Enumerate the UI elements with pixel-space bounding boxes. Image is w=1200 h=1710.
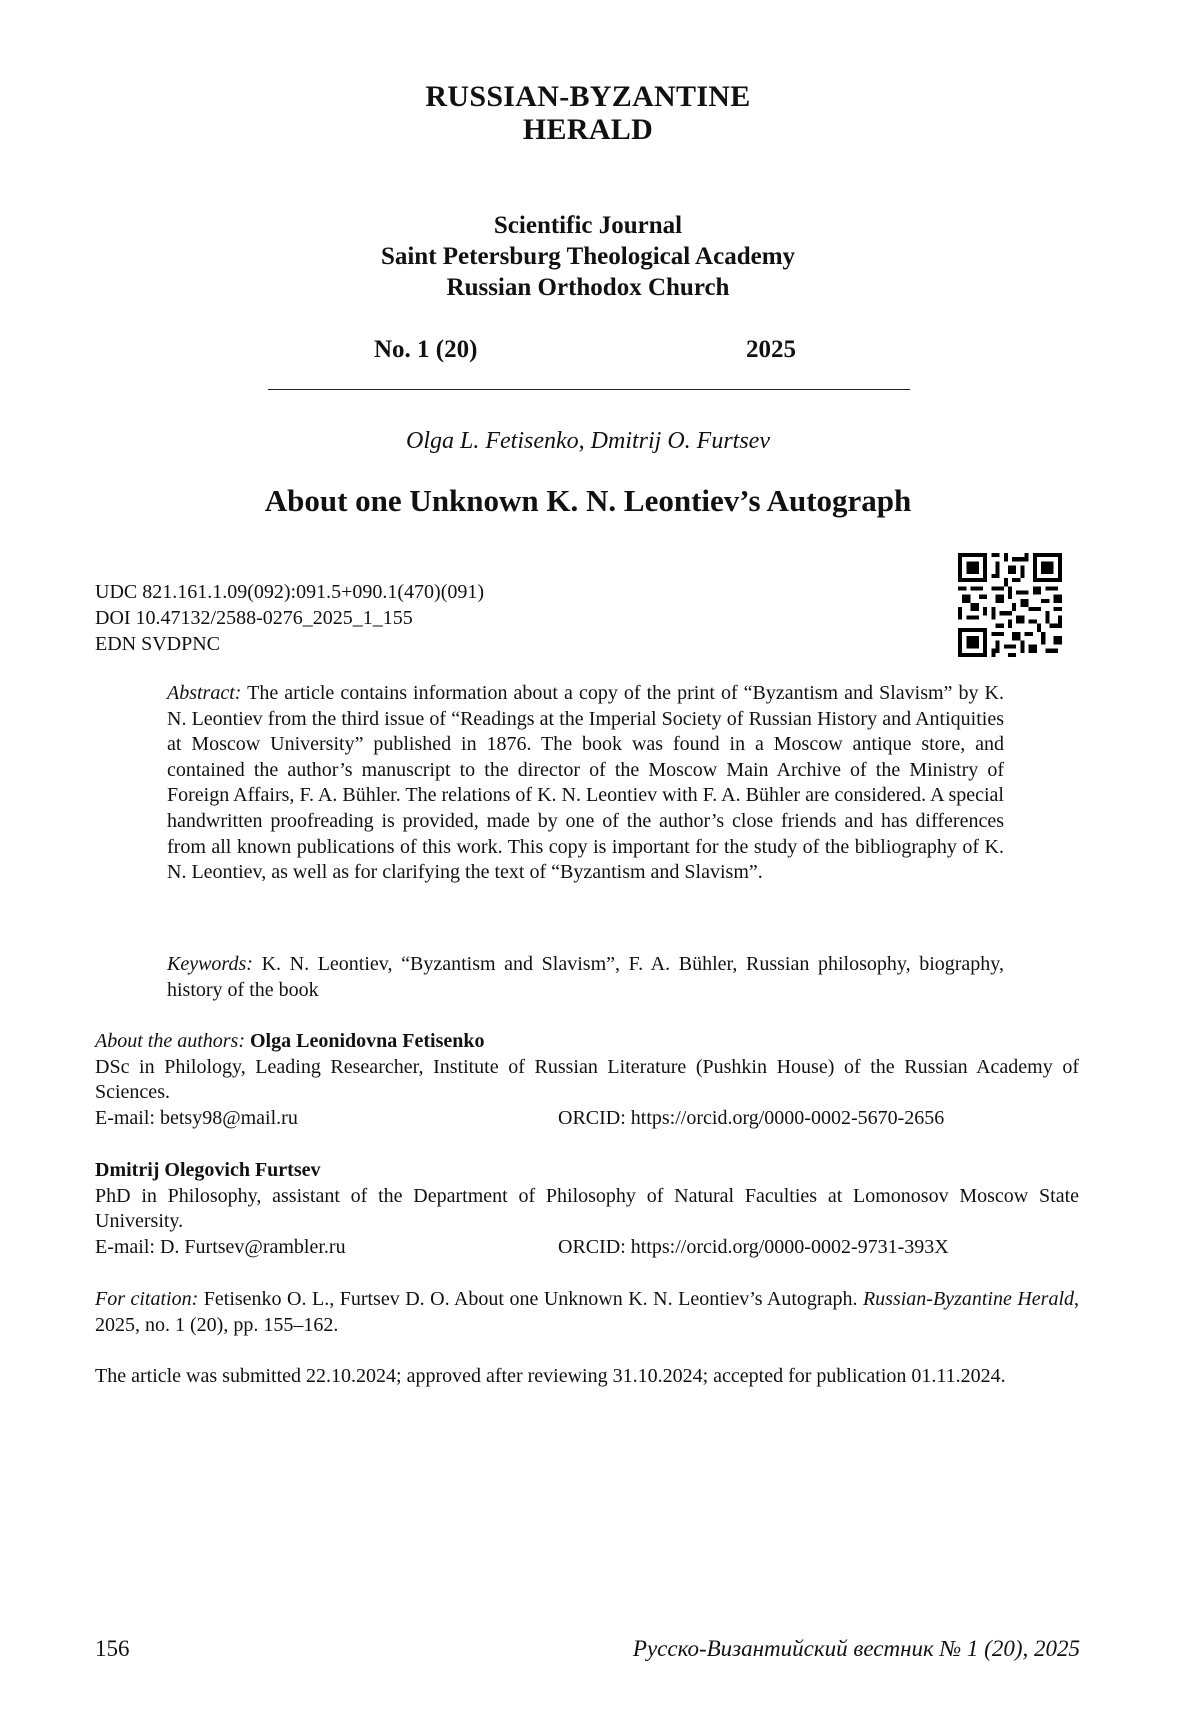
subtitle-line2: Saint Petersburg Theological Academy <box>0 241 1176 272</box>
running-title: Русско-Византийский вестник № 1 (20), 2025 <box>633 1636 1080 1662</box>
author2-orcid: ORCID: https://orcid.org/0000-0002-9731-393X <box>558 1235 949 1261</box>
article-identifiers <box>95 579 484 657</box>
abstract-label: Abstract: <box>167 682 241 704</box>
journal-subtitle <box>0 210 1176 303</box>
author2-email: E-mail: D. Furtsev@rambler.ru <box>95 1236 346 1258</box>
citation-label: For citation: <box>95 1288 198 1310</box>
citation-text: Fetisenko O. L., Furtsev D. O. About one Unknown K. N. Leontiev’s Autograph. <box>204 1288 858 1310</box>
author1-name: Olga Leonidovna Fetisenko <box>250 1030 484 1052</box>
author2-info <box>95 1158 1079 1261</box>
subtitle-line1: Scientific Journal <box>0 210 1176 241</box>
journal-title-line2: HERALD <box>0 113 1176 146</box>
about-authors-label: About the authors: <box>95 1030 245 1052</box>
keywords-label: Keywords: <box>167 953 253 975</box>
subtitle-line3: Russian Orthodox Church <box>0 272 1176 303</box>
doi-code: DOI 10.47132/2588-0276_2025_1_155 <box>95 605 484 631</box>
journal-page <box>0 0 1200 1710</box>
page-number: 156 <box>95 1636 130 1662</box>
abstract <box>167 681 1004 886</box>
header-divider <box>268 389 910 390</box>
citation-journal: Russian-Byzantine Herald <box>863 1288 1074 1310</box>
author1-orcid: ORCID: https://orcid.org/0000-0002-5670-2656 <box>558 1106 944 1132</box>
article-authors: Olga L. Fetisenko, Dmitrij O. Furtsev <box>0 428 1176 455</box>
author1-affiliation: DSc in Philology, Leading Researcher, Institute of Russian Literature (Pushkin House) of the Russian Academy of Sciences. <box>95 1055 1079 1106</box>
issue-number: No. 1 (20) <box>374 336 477 364</box>
author1-email: E-mail: betsy98@mail.ru <box>95 1107 298 1129</box>
abstract-text: The article contains information about a copy of the print of “Byzantism and Slavism” by K. N. Leontiev from the third issue of “Readings at the Imperial Society of Russian History and Antiquities at Moscow University” published in 1876. The book was found in a Moscow antique store, and contained the author’s manuscript to the director of the Moscow Main Archive of the Ministry of Foreign Affairs, F. A. Bühler. The relations of K. N. Leontiev with F. A. Bühler are considered. A special handwritten proofreading is provided, made by one of the author’s close friends and has differences from all known publications of this work. This copy is important for the study of the bibliography of K. N. Leontiev, as well as for clarifying the text of “Byzantism and Slavism”. <box>167 682 1004 883</box>
keywords <box>167 952 1004 1003</box>
udc-code: UDC 821.161.1.09(092):091.5+090.1(470)(091) <box>95 579 484 605</box>
issue-year: 2025 <box>746 336 796 364</box>
journal-title-line1: RUSSIAN-BYZANTINE <box>0 80 1176 113</box>
article-title: About one Unknown K. N. Leontiev’s Autograph <box>0 483 1176 519</box>
qr-code-icon <box>958 553 1062 657</box>
author2-name: Dmitrij Olegovich Furtsev <box>95 1158 1079 1184</box>
author2-affiliation: PhD in Philosophy, assistant of the Department of Philosophy of Natural Faculties at Lomonosov Moscow State University. <box>95 1184 1079 1235</box>
article-dates: The article was submitted 22.10.2024; approved after reviewing 31.10.2024; accepted for publication 01.11.2024. <box>95 1364 1079 1390</box>
author1-info <box>95 1029 1079 1132</box>
citation <box>95 1287 1079 1338</box>
keywords-text: K. N. Leontiev, “Byzantism and Slavism”, F. A. Bühler, Russian philosophy, biography, history of the book <box>167 953 1004 1001</box>
edn-code: EDN SVDPNC <box>95 631 484 657</box>
citation-details: , 2025, no. 1 (20), pp. 155–162. <box>95 1288 1079 1336</box>
journal-title <box>0 80 1176 146</box>
